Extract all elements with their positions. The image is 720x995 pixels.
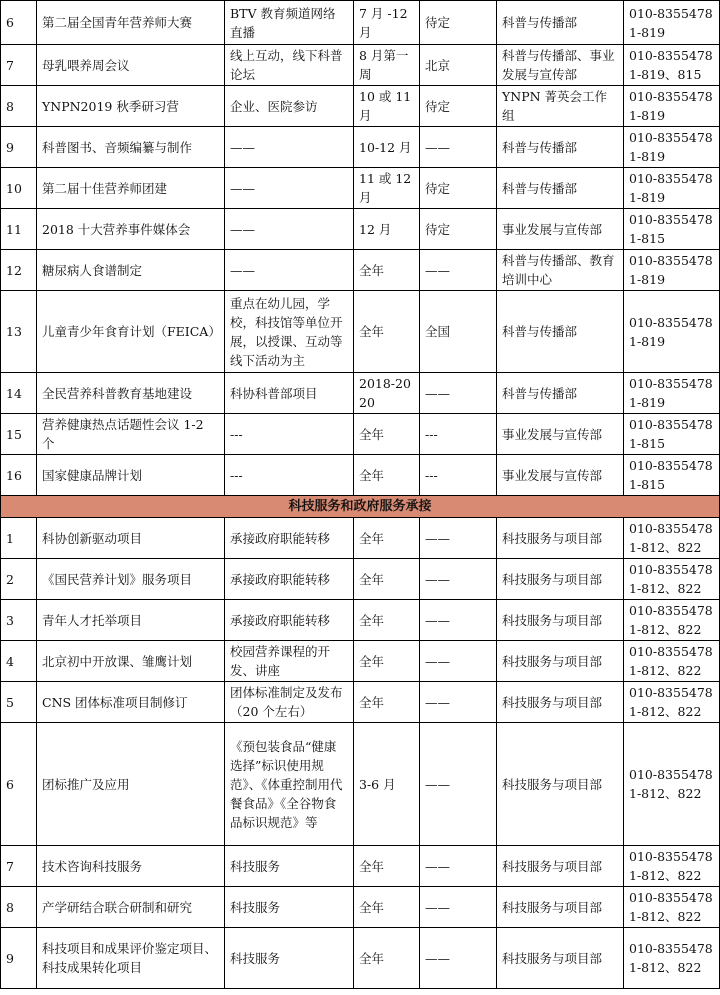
- place-cell: ——: [420, 723, 497, 846]
- phone-cell: 010-83554781-812、822: [624, 641, 720, 682]
- project-name-cell: YNPN2019 秋季研习营: [37, 86, 225, 127]
- project-name-cell: 产学研结合联合研制和研究: [37, 887, 225, 928]
- department-cell: 科技服务与项目部: [497, 928, 624, 989]
- description-cell: 科协科普部项目: [225, 373, 354, 414]
- row-number-cell: 9: [1, 928, 37, 989]
- time-cell: 12 月: [354, 209, 420, 250]
- description-cell: ---: [225, 414, 354, 455]
- table-row: [1, 559, 720, 600]
- department-cell: 科技服务与项目部: [497, 518, 624, 559]
- row-number-cell: 11: [1, 209, 37, 250]
- department-cell: 科技服务与项目部: [497, 641, 624, 682]
- row-number-cell: 10: [1, 168, 37, 209]
- row-number-cell: 1: [1, 518, 37, 559]
- project-name-cell: 科协创新驱动项目: [37, 518, 225, 559]
- table-row: [1, 887, 720, 928]
- project-name-cell: 2018 十大营养事件媒体会: [37, 209, 225, 250]
- row-number-cell: 14: [1, 373, 37, 414]
- place-cell: 待定: [420, 86, 497, 127]
- department-cell: 科普与传播部、教育培训中心: [497, 250, 624, 291]
- table-row: [1, 723, 720, 846]
- project-name-cell: 糖尿病人食谱制定: [37, 250, 225, 291]
- table-row: [1, 928, 720, 989]
- time-cell: 全年: [354, 250, 420, 291]
- place-cell: ——: [420, 600, 497, 641]
- place-cell: ——: [420, 682, 497, 723]
- project-name-cell: 青年人才托举项目: [37, 600, 225, 641]
- row-number-cell: 7: [1, 45, 37, 86]
- phone-cell: 010-83554781-815: [624, 455, 720, 496]
- department-cell: 科技服务与项目部: [497, 887, 624, 928]
- description-cell: 线上互动，线下科普论坛: [225, 45, 354, 86]
- phone-cell: 010-83554781-812、822: [624, 559, 720, 600]
- phone-cell: 010-83554781-819: [624, 86, 720, 127]
- department-cell: 科普与传播部、事业发展与宣传部: [497, 45, 624, 86]
- phone-cell: 010-83554781-815: [624, 414, 720, 455]
- place-cell: ——: [420, 518, 497, 559]
- row-number-cell: 15: [1, 414, 37, 455]
- project-name-cell: 营养健康热点话题性会议 1-2 个: [37, 414, 225, 455]
- department-cell: 科普与传播部: [497, 127, 624, 168]
- phone-cell: 010-83554781-819、815: [624, 45, 720, 86]
- description-cell: 重点在幼儿园，学校，科技馆等单位开展，以授课、互动等线下活动为主: [225, 291, 354, 373]
- department-cell: 科技服务与项目部: [497, 723, 624, 846]
- project-name-cell: 全民营养科普教育基地建设: [37, 373, 225, 414]
- table-row: [1, 455, 720, 496]
- phone-cell: 010-83554781-812、822: [624, 887, 720, 928]
- table-row: [1, 86, 720, 127]
- time-cell: 全年: [354, 641, 420, 682]
- phone-cell: 010-83554781-819: [624, 291, 720, 373]
- project-name-cell: 国家健康品牌计划: [37, 455, 225, 496]
- row-number-cell: 16: [1, 455, 37, 496]
- description-cell: ——: [225, 127, 354, 168]
- department-cell: 科技服务与项目部: [497, 682, 624, 723]
- time-cell: 全年: [354, 682, 420, 723]
- time-cell: 3-6 月: [354, 723, 420, 846]
- place-cell: 全国: [420, 291, 497, 373]
- department-cell: 科普与传播部: [497, 291, 624, 373]
- place-cell: ——: [420, 127, 497, 168]
- row-number-cell: 13: [1, 291, 37, 373]
- table-row: [1, 127, 720, 168]
- department-cell: 事业发展与宣传部: [497, 209, 624, 250]
- description-cell: 承接政府职能转移: [225, 518, 354, 559]
- project-name-cell: CNS 团体标准项目制修订: [37, 682, 225, 723]
- description-cell: ——: [225, 168, 354, 209]
- project-name-cell: 第二届全国青年营养师大赛: [37, 1, 225, 45]
- place-cell: ——: [420, 846, 497, 887]
- description-cell: ---: [225, 455, 354, 496]
- section-header-row: [1, 496, 720, 518]
- project-name-cell: 北京初中开放课、雏鹰计划: [37, 641, 225, 682]
- description-cell: 承接政府职能转移: [225, 600, 354, 641]
- description-cell: 校园营养课程的开发、讲座: [225, 641, 354, 682]
- time-cell: 全年: [354, 887, 420, 928]
- place-cell: 北京: [420, 45, 497, 86]
- table-row: [1, 209, 720, 250]
- table-row: [1, 291, 720, 373]
- time-cell: 8 月第一周: [354, 45, 420, 86]
- place-cell: ——: [420, 250, 497, 291]
- time-cell: 全年: [354, 559, 420, 600]
- table-row: [1, 250, 720, 291]
- project-name-cell: 母乳喂养周会议: [37, 45, 225, 86]
- row-number-cell: 3: [1, 600, 37, 641]
- table-row: [1, 600, 720, 641]
- description-cell: ——: [225, 209, 354, 250]
- time-cell: 全年: [354, 518, 420, 559]
- project-name-cell: 科技项目和成果评价鉴定项目、科技成果转化项目: [37, 928, 225, 989]
- row-number-cell: 6: [1, 723, 37, 846]
- phone-cell: 010-83554781-812、822: [624, 600, 720, 641]
- place-cell: ——: [420, 928, 497, 989]
- phone-cell: 010-83554781-812、822: [624, 518, 720, 559]
- place-cell: 待定: [420, 1, 497, 45]
- department-cell: 科技服务与项目部: [497, 846, 624, 887]
- time-cell: 全年: [354, 414, 420, 455]
- section-title: 科技服务和政府服务承接: [1, 496, 720, 518]
- department-cell: 科普与传播部: [497, 168, 624, 209]
- description-cell: 团体标准制定及发布（20 个左右）: [225, 682, 354, 723]
- row-number-cell: 4: [1, 641, 37, 682]
- project-name-cell: 团标推广及应用: [37, 723, 225, 846]
- description-cell: 承接政府职能转移: [225, 559, 354, 600]
- row-number-cell: 5: [1, 682, 37, 723]
- table-body: [1, 1, 720, 989]
- table-row: [1, 846, 720, 887]
- description-cell: 科技服务: [225, 846, 354, 887]
- row-number-cell: 8: [1, 887, 37, 928]
- time-cell: 10-12 月: [354, 127, 420, 168]
- place-cell: 待定: [420, 168, 497, 209]
- time-cell: 2018-2020: [354, 373, 420, 414]
- phone-cell: 010-83554781-812、822: [624, 846, 720, 887]
- phone-cell: 010-83554781-819: [624, 373, 720, 414]
- time-cell: 全年: [354, 455, 420, 496]
- time-cell: 全年: [354, 846, 420, 887]
- time-cell: 全年: [354, 928, 420, 989]
- phone-cell: 010-83554781-819: [624, 250, 720, 291]
- table-row: [1, 518, 720, 559]
- place-cell: 待定: [420, 209, 497, 250]
- row-number-cell: 7: [1, 846, 37, 887]
- department-cell: 科技服务与项目部: [497, 559, 624, 600]
- time-cell: 全年: [354, 600, 420, 641]
- description-cell: BTV 教育频道网络直播: [225, 1, 354, 45]
- time-cell: 11 或 12 月: [354, 168, 420, 209]
- project-name-cell: 《国民营养计划》服务项目: [37, 559, 225, 600]
- phone-cell: 010-83554781-812、822: [624, 682, 720, 723]
- phone-cell: 010-83554781-812、822: [624, 723, 720, 846]
- place-cell: ——: [420, 373, 497, 414]
- time-cell: 全年: [354, 291, 420, 373]
- department-cell: 事业发展与宣传部: [497, 414, 624, 455]
- row-number-cell: 12: [1, 250, 37, 291]
- department-cell: 科技服务与项目部: [497, 600, 624, 641]
- place-cell: ——: [420, 641, 497, 682]
- table-row: [1, 414, 720, 455]
- table-row: [1, 168, 720, 209]
- table-row: [1, 641, 720, 682]
- time-cell: 7 月 -12 月: [354, 1, 420, 45]
- place-cell: ——: [420, 559, 497, 600]
- phone-cell: 010-83554781-819: [624, 127, 720, 168]
- project-name-cell: 科普图书、音频编纂与制作: [37, 127, 225, 168]
- table-row: [1, 45, 720, 86]
- description-cell: 科技服务: [225, 928, 354, 989]
- phone-cell: 010-83554781-819: [624, 168, 720, 209]
- description-cell: 科技服务: [225, 887, 354, 928]
- row-number-cell: 9: [1, 127, 37, 168]
- description-cell: ——: [225, 250, 354, 291]
- row-number-cell: 8: [1, 86, 37, 127]
- department-cell: 科普与传播部: [497, 373, 624, 414]
- project-name-cell: 儿童青少年食育计划（FEICA）: [37, 291, 225, 373]
- place-cell: ---: [420, 414, 497, 455]
- row-number-cell: 2: [1, 559, 37, 600]
- department-cell: YNPN 菁英会工作组: [497, 86, 624, 127]
- department-cell: 科普与传播部: [497, 1, 624, 45]
- phone-cell: 010-83554781-812、822: [624, 928, 720, 989]
- department-cell: 事业发展与宣传部: [497, 455, 624, 496]
- description-cell: 《预包装食品“健康选择”标识使用规范》、《体重控制用代餐食品》《全谷物食品标识规范》等: [225, 723, 354, 846]
- time-cell: 10 或 11 月: [354, 86, 420, 127]
- row-number-cell: 6: [1, 1, 37, 45]
- phone-cell: 010-83554781-815: [624, 209, 720, 250]
- project-name-cell: 技术咨询科技服务: [37, 846, 225, 887]
- place-cell: ---: [420, 455, 497, 496]
- table-row: [1, 1, 720, 45]
- phone-cell: 010-83554781-819: [624, 1, 720, 45]
- table-row: [1, 682, 720, 723]
- description-cell: 企业、医院参访: [225, 86, 354, 127]
- table-row: [1, 373, 720, 414]
- place-cell: ——: [420, 887, 497, 928]
- project-name-cell: 第二届十佳营养师团建: [37, 168, 225, 209]
